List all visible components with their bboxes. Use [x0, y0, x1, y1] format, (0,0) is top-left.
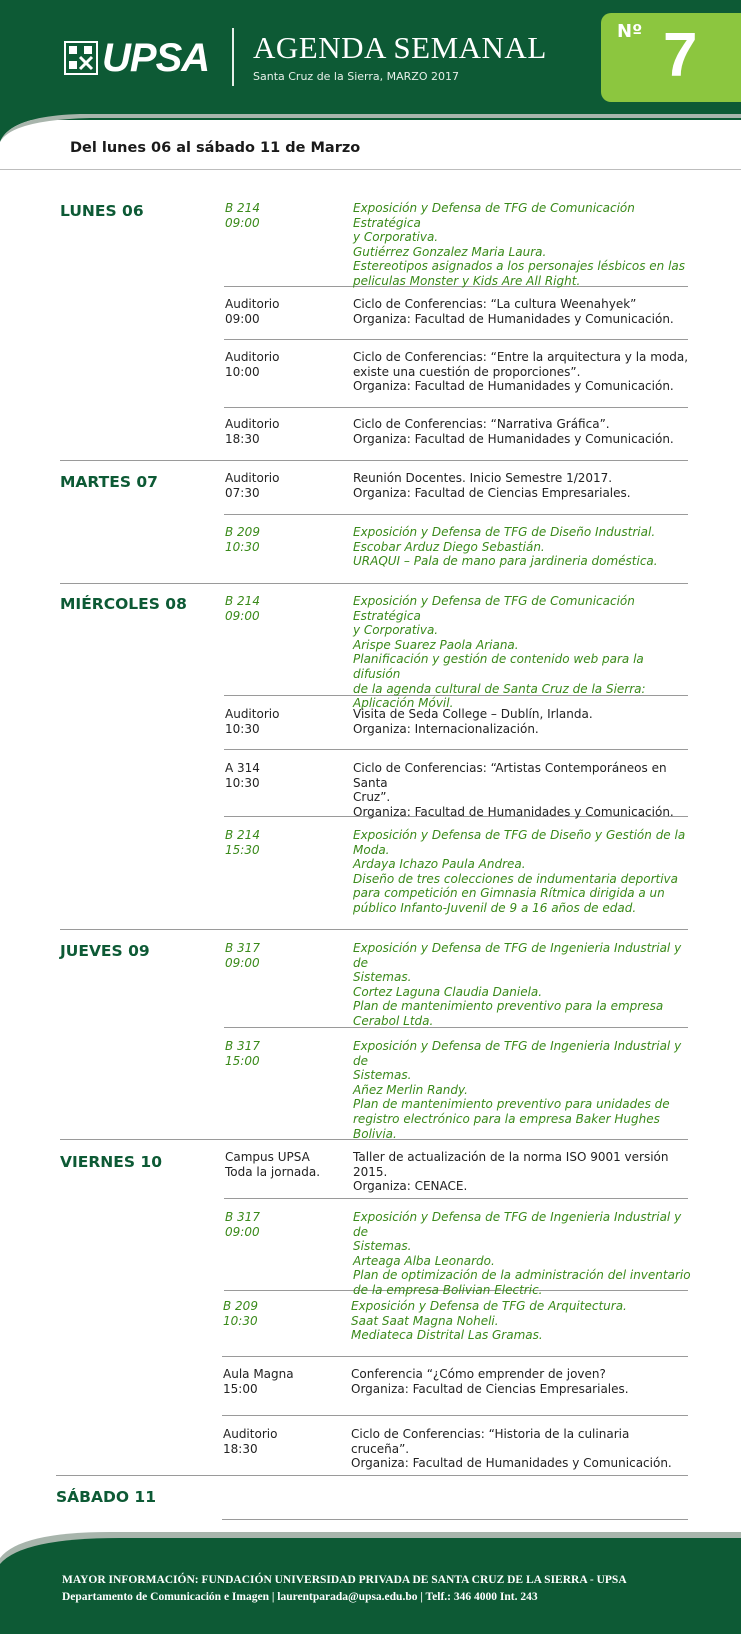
- event-time: 09:00: [225, 955, 260, 970]
- event-description-line: Ciclo de Conferencias: “La cultura Weenahyek”: [353, 297, 637, 311]
- event-divider: [224, 407, 688, 408]
- event-description-line: Ardaya Ichazo Paula Andrea.: [353, 857, 526, 872]
- event-divider: [224, 514, 688, 515]
- event-description: [353, 941, 693, 1029]
- event-description: [353, 201, 693, 289]
- event-place: [225, 417, 279, 446]
- event-place: [223, 1367, 294, 1396]
- event-description-line: Mediateca Distrital Las Gramas.: [351, 1328, 543, 1343]
- event-description-line: para competición en Gimnasia Rítmica dirigida a un: [353, 886, 665, 901]
- event-time: 18:30: [223, 1441, 258, 1456]
- event-description-line: de la agenda cultural de Santa Cruz de la Sierra:: [353, 681, 646, 696]
- event-room: B 317: [225, 1210, 260, 1224]
- event-description: [353, 707, 693, 736]
- event-place: [225, 350, 279, 379]
- upsa-logo: [64, 38, 209, 78]
- event-description: [353, 828, 693, 916]
- day-label-miercoles: MIÉRCOLES 08: [60, 595, 187, 613]
- event-description-line: y Corporativa.: [353, 230, 439, 245]
- event-description-line: Gutiérrez Gonzalez Maria Laura.: [353, 244, 547, 259]
- date-range: Del lunes 06 al sábado 11 de Marzo: [70, 140, 361, 156]
- event-description-line: Sistemas.: [353, 1239, 412, 1254]
- issue-badge: [601, 13, 741, 102]
- event-description-line: Añez Merlin Randy.: [353, 1082, 468, 1097]
- event-description-line: peliculas Monster y Kids Are All Right.: [353, 273, 581, 288]
- event-description-line: Sistemas.: [353, 1068, 412, 1083]
- day-label-lunes: LUNES 06: [60, 202, 144, 220]
- event-description-line: Plan de mantenimiento preventivo para unidades de: [353, 1097, 670, 1112]
- event-description-line: URAQUI – Pala de mano para jardineria doméstica.: [353, 554, 658, 569]
- event-divider: [224, 339, 688, 340]
- event-divider: [224, 749, 688, 750]
- event-description: [353, 350, 693, 394]
- event-divider: [222, 1415, 688, 1416]
- event-description: [353, 761, 693, 819]
- event-place: [225, 1150, 320, 1179]
- event-place: [225, 707, 279, 736]
- header-divider: [232, 28, 234, 86]
- event-description: [353, 297, 693, 326]
- event-description-line: Plan de optimización de la administración del inventario: [353, 1268, 691, 1283]
- event-place: [225, 471, 279, 500]
- day-label-sabado: SÁBADO 11: [56, 1488, 156, 1506]
- event-description-line: Moda.: [353, 842, 390, 857]
- event-description: [353, 594, 693, 711]
- event-description-line: Exposición y Defensa de TFG de Comunicación Estratégica: [353, 594, 635, 623]
- day-divider: [60, 929, 688, 930]
- day-divider: [60, 460, 688, 461]
- event-place: [223, 1299, 258, 1328]
- event-description-line: Exposición y Defensa de TFG de Diseño Industrial.: [353, 525, 656, 539]
- event-room: Aula Magna: [223, 1367, 294, 1381]
- event-description-line: Arispe Suarez Paola Ariana.: [353, 637, 519, 652]
- event-room: B 214: [225, 594, 260, 608]
- event-description-line: Organiza: Internacionalización.: [353, 721, 539, 736]
- footer-info: MAYOR INFORMACIÓN: FUNDACIÓN UNIVERSIDAD PRIVADA DE SANTA CRUZ DE LA SIERRA - UPSA: [62, 1574, 627, 1586]
- event-description-line: Exposición y Defensa de TFG de Ingenieria Industrial y de: [353, 1039, 682, 1068]
- event-description-line: Organiza: Facultad de Humanidades y Comunicación.: [351, 1456, 672, 1471]
- event-place: [225, 941, 260, 970]
- event-time: 09:00: [225, 311, 260, 326]
- event-description-line: Aplicación Móvil.: [353, 696, 454, 711]
- event-place: [225, 1210, 260, 1239]
- divider: [0, 169, 741, 170]
- event-time: 10:30: [225, 775, 260, 790]
- event-description-line: Conferencia “¿Cómo emprender de joven?: [351, 1367, 606, 1381]
- event-time: 10:30: [223, 1313, 258, 1328]
- event-description-line: Organiza: Facultad de Ciencias Empresariales.: [353, 485, 631, 500]
- day-divider: [56, 1475, 688, 1476]
- event-description: [353, 1150, 693, 1194]
- day-divider: [60, 583, 688, 584]
- event-room: B 317: [225, 941, 260, 955]
- event-description-line: Visita de Seda College – Dublín, Irlanda.: [353, 707, 593, 721]
- event-description-line: Saat Saat Magna Noheli.: [351, 1313, 499, 1328]
- event-description: [351, 1427, 691, 1471]
- logo-text: UPSA: [102, 36, 210, 80]
- event-description-line: Ciclo de Conferencias: “Artistas Contemporáneos en Santa: [353, 761, 667, 790]
- event-time: 09:00: [225, 1224, 260, 1239]
- event-place: [223, 1427, 277, 1456]
- event-time: Toda la jornada.: [225, 1164, 321, 1179]
- event-time: 07:30: [225, 485, 260, 500]
- event-place: [225, 828, 260, 857]
- event-description-line: Arteaga Alba Leonardo.: [353, 1253, 495, 1268]
- event-time: 10:30: [225, 721, 260, 736]
- event-description-line: registro electrónico para la empresa Baker Hughes: [353, 1111, 660, 1126]
- event-description-line: Escobar Arduz Diego Sebastián.: [353, 539, 545, 554]
- issue-number: 7: [663, 21, 698, 90]
- event-place: [225, 594, 260, 623]
- event-description: [353, 1210, 693, 1298]
- header-swoosh: [0, 112, 741, 142]
- event-time: 09:00: [225, 215, 260, 230]
- event-description-line: Ciclo de Conferencias: “Entre la arquitectura y la moda,: [353, 350, 689, 364]
- event-time: 15:00: [223, 1381, 258, 1396]
- event-room: Auditorio: [225, 707, 280, 721]
- event-place: [225, 297, 279, 326]
- event-description-line: Cerabol Ltda.: [353, 1013, 434, 1028]
- event-description-line: Organiza: Facultad de Humanidades y Comunicación.: [353, 431, 674, 446]
- event-room: B 209: [225, 525, 260, 539]
- event-room: A 314: [225, 761, 260, 775]
- page-subtitle: Santa Cruz de la Sierra, MARZO 2017: [253, 70, 459, 83]
- event-description-line: Organiza: Facultad de Humanidades y Comunicación.: [353, 804, 674, 819]
- event-room: B 214: [225, 201, 260, 215]
- event-description-line: Ciclo de Conferencias: “Narrativa Gráfica”.: [353, 417, 610, 431]
- event-description: [351, 1367, 691, 1396]
- event-room: Auditorio: [223, 1427, 278, 1441]
- event-description-line: Exposición y Defensa de TFG de Ingenieria Industrial y de: [353, 941, 682, 970]
- event-room: B 317: [225, 1039, 260, 1053]
- event-description-line: Plan de mantenimiento preventivo para la empresa: [353, 999, 664, 1014]
- event-description-line: Bolivia.: [353, 1126, 397, 1141]
- event-room: Auditorio: [225, 417, 280, 431]
- event-description-line: Exposición y Defensa de TFG de Comunicación Estratégica: [353, 201, 635, 230]
- page-title: AGENDA SEMANAL: [253, 30, 547, 65]
- event-description-line: Exposición y Defensa de TFG de Arquitectura.: [351, 1299, 627, 1313]
- event-description-line: de la empresa Bolivian Electric.: [353, 1282, 543, 1297]
- event-room: Auditorio: [225, 297, 280, 311]
- event-description-line: Cruz”.: [353, 790, 391, 805]
- day-label-jueves: JUEVES 09: [60, 942, 150, 960]
- event-time: 10:00: [225, 364, 260, 379]
- event-time: 18:30: [225, 431, 260, 446]
- event-room: B 214: [225, 828, 260, 842]
- event-description: [353, 1039, 693, 1141]
- event-description: [351, 1299, 691, 1343]
- footer-swoosh: [0, 1528, 741, 1568]
- event-place: [225, 1039, 260, 1068]
- issue-label: Nº: [617, 21, 643, 42]
- event-description-line: Taller de actualización de la norma ISO 9001 versión 2015.: [353, 1150, 669, 1179]
- event-description-line: Exposición y Defensa de TFG de Diseño y Gestión de la: [353, 828, 686, 842]
- event-time: 10:30: [225, 539, 260, 554]
- event-description-line: Exposición y Defensa de TFG de Ingenieria Industrial y de: [353, 1210, 682, 1239]
- event-room: Auditorio: [225, 471, 280, 485]
- event-room: Auditorio: [225, 350, 280, 364]
- event-description-line: Diseño de tres colecciones de indumentaria deportiva: [353, 871, 678, 886]
- event-divider: [224, 1198, 688, 1199]
- event-description-line: Organiza: Facultad de Humanidades y Comunicación.: [353, 311, 674, 326]
- event-time: 15:30: [225, 842, 260, 857]
- event-description: [353, 417, 693, 446]
- event-description-line: Organiza: Facultad de Ciencias Empresariales.: [351, 1381, 629, 1396]
- event-description-line: Cortez Laguna Claudia Daniela.: [353, 984, 543, 999]
- event-description-line: Reunión Docentes. Inicio Semestre 1/2017.: [353, 471, 613, 485]
- event-description-line: existe una cuestión de proporciones”.: [353, 364, 581, 379]
- event-divider: [222, 1356, 688, 1357]
- event-time: 15:00: [225, 1053, 260, 1068]
- day-label-martes: MARTES 07: [60, 473, 158, 491]
- event-description: [353, 471, 693, 500]
- event-description-line: Ciclo de Conferencias: “Historia de la culinaria cruceña”.: [351, 1427, 630, 1456]
- event-place: [225, 201, 260, 230]
- event-description-line: Sistemas.: [353, 970, 412, 985]
- logo-mark-icon: [64, 41, 98, 75]
- day-label-viernes: VIERNES 10: [60, 1153, 162, 1171]
- event-room: B 209: [223, 1299, 258, 1313]
- event-description-line: público Infanto-Juvenil de 9 a 16 años de edad.: [353, 900, 637, 915]
- event-room: Campus UPSA: [225, 1150, 310, 1164]
- event-description-line: Estereotipos asignados a los personajes lésbicos en las: [353, 259, 686, 274]
- event-time: 09:00: [225, 608, 260, 623]
- event-description: [353, 525, 693, 569]
- event-place: [225, 525, 260, 554]
- event-description-line: Planificación y gestión de contenido web para la difusión: [353, 652, 644, 681]
- event-description-line: y Corporativa.: [353, 623, 439, 638]
- event-description-line: Organiza: Facultad de Humanidades y Comunicación.: [353, 379, 674, 394]
- event-divider: [222, 1519, 688, 1520]
- footer-contact: Departamento de Comunicación e Imagen | laurentparada@upsa.edu.bo | Telf.: 346 4000 Int. 243: [62, 1591, 538, 1603]
- event-place: [225, 761, 260, 790]
- event-description-line: Organiza: CENACE.: [353, 1179, 468, 1194]
